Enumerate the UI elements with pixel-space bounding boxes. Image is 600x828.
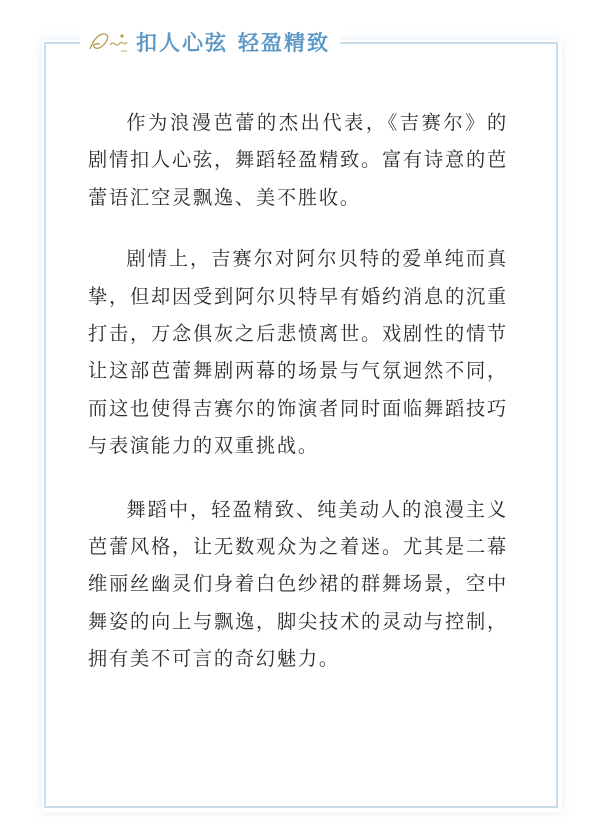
gisele-logo-graphic — [86, 27, 130, 57]
paragraph-1: 作为浪漫芭蕾的杰出代表，《吉赛尔》的剧情扣人心弦，舞蹈轻盈精致。富有诗意的芭蕾语汇空灵飘逸、美不胜收。 — [88, 111, 508, 209]
paragraph-3: 舞蹈中，轻盈精致、纯美动人的浪漫主义芭蕾风格，让无数观众为之着迷。尤其是二幕维丽丝幽灵们身着白色纱裙的群舞场景，空中舞姿的向上与飘逸，脚尖技术的灵动与控制，拥有美不可言的奇幻魅力。 — [88, 497, 508, 671]
page-title — [136, 27, 330, 57]
paragraph-2: 剧情上，吉赛尔对阿尔贝特的爱单纯而真挚，但却因受到阿尔贝特早有婚约消息的沉重打击，万念俱灰之后悲愤离世。戏剧性的情节让这部芭蕾舞剧两幕的场景与气氛迥然不同，而这也使得吉赛尔的饰演者同时面临舞蹈技巧与表演能力的双重挑战。 — [88, 247, 508, 458]
section-header — [80, 24, 340, 60]
title-part-2: 轻盈精致 — [238, 31, 330, 55]
gisele-logo — [86, 27, 130, 57]
title-part-1: 扣人心弦 — [136, 31, 228, 55]
article-body — [88, 104, 508, 702]
